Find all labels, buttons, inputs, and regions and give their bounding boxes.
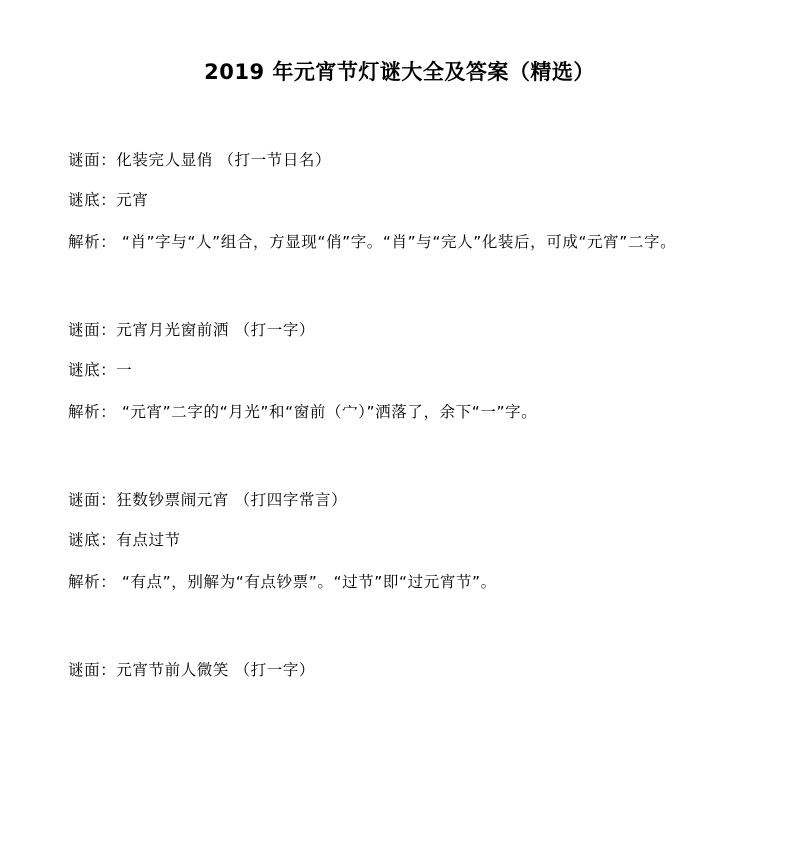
- riddle-item: [68, 310, 731, 434]
- riddle-answer: 谜底：元宵: [68, 191, 149, 209]
- document-body: [68, 140, 731, 690]
- riddle-prompt: 谜面：元宵月光窗前洒 （打一字）: [68, 321, 316, 339]
- riddle-prompt: 谜面：化装完人显俏 （打一节日名）: [68, 151, 332, 169]
- riddle-item: [68, 480, 731, 604]
- riddle-answer: 谜底：有点过节: [68, 531, 181, 549]
- riddle-analysis: 解析： “元宵”二字的“月光”和“窗前（宀）”洒落了，余下“一”字。: [68, 403, 538, 421]
- riddle-analysis: 解析： “肖”字与“人”组合，方显现“俏”字。“肖”与“完人”化装后，可成“元宵”二字。: [68, 233, 677, 251]
- riddle-answer: 谜底：一: [68, 361, 133, 379]
- riddle-prompt: 谜面：狂数钞票闹元宵 （打四字常言）: [68, 491, 348, 509]
- page-title: 2019 年元宵节灯谜大全及答案（精选）: [204, 60, 595, 84]
- riddle-item: [68, 140, 731, 264]
- riddle-analysis: 解析： “有点”，别解为“有点钞票”。“过节”即“过元宵节”。: [68, 573, 497, 591]
- riddle-prompt: 谜面：元宵节前人微笑 （打一字）: [68, 661, 316, 679]
- riddle-item: [68, 650, 731, 690]
